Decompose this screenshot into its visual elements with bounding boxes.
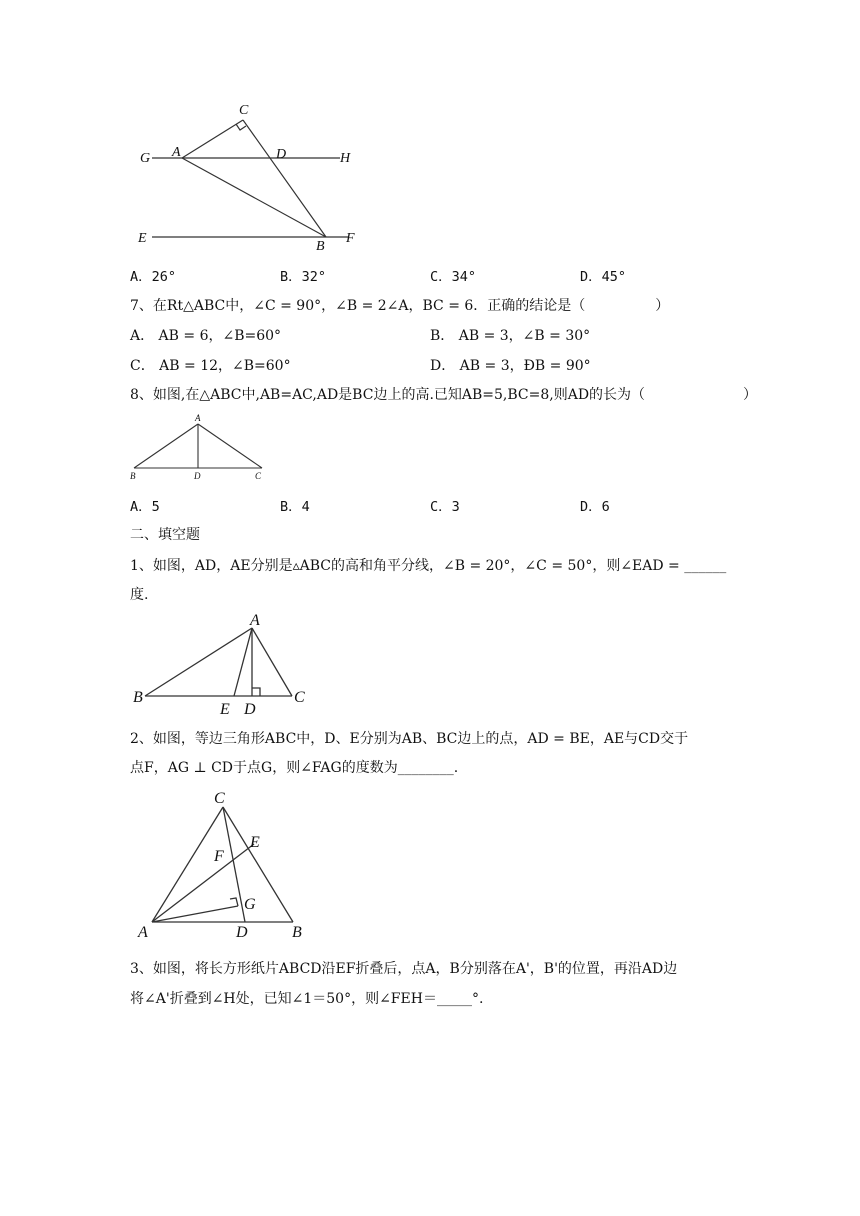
f2-label-A: A (138, 924, 148, 941)
q6-label-B: B (316, 239, 325, 254)
q8-label-C: C (255, 471, 262, 481)
f1-line2: 度. (130, 587, 149, 603)
f1-figure (130, 610, 330, 720)
q8-label-A: A (195, 413, 201, 423)
q6-option-c: C．34° (430, 269, 477, 285)
q7-option-d: D． AB = 3，ÐB = 90° (430, 358, 591, 374)
q7-stem: 7、在Rt△ABC中，∠C = 90°，∠B = 2∠A，BC = 6．正确的结论是（ ） (130, 298, 670, 314)
f1-line1: 1、如图，AD，AE分别是▵ABC的高和角平分线，∠B = 20°，∠C = 50°，则∠EAD = ______ (130, 558, 727, 574)
q7-option-a: A． AB = 6，∠B=60° (130, 328, 282, 344)
section-title: 二、填空题 (130, 527, 200, 543)
f2-line1: 2、如图，等边三角形ABC中，D、E分别为AB、BC边上的点，AD = BE，AE与CD交于 (130, 731, 689, 747)
f2-line2: 点F，AG ⊥ CD于点G，则∠FAG的度数为________. (130, 760, 459, 776)
q8-option-b: B．4 (280, 499, 310, 515)
q6-label-A: A (172, 145, 181, 160)
q6-label-F: F (346, 231, 355, 246)
f2-label-F: F (214, 848, 224, 865)
q8-label-D: D (194, 471, 201, 481)
f2-label-C: C (214, 790, 225, 807)
f1-label-D: D (244, 701, 256, 718)
q6-label-E: E (138, 231, 147, 246)
q6-figure (130, 98, 370, 258)
f2-label-B: B (292, 924, 302, 941)
q6-option-a: A．26° (130, 269, 177, 285)
f2-label-D: D (236, 924, 248, 941)
q7-option-b: B． AB = 3，∠B = 30° (430, 328, 591, 344)
q8-option-d: D．6 (580, 499, 610, 515)
q8-stem: 8、如图,在△ABC中,AB=AC,AD是BC边上的高.已知AB=5,BC=8,则AD的长为（ ） (130, 387, 758, 403)
q6-label-C: C (239, 103, 249, 118)
q7-option-c: C． AB = 12，∠B=60° (130, 358, 291, 374)
q6-label-H: H (340, 151, 351, 166)
q8-option-a: A．5 (130, 499, 160, 515)
q8-label-B: B (130, 471, 136, 481)
f2-label-E: E (250, 834, 260, 851)
f3-line2: 将∠A'折叠到∠H处，已知∠1＝50°，则∠FEH＝_____°. (130, 991, 484, 1007)
f1-label-B: B (133, 689, 143, 706)
f2-figure (130, 785, 320, 945)
f2-label-G: G (244, 896, 256, 913)
f1-label-C: C (294, 689, 305, 706)
f1-label-E: E (220, 701, 230, 718)
q6-option-d: D．45° (580, 269, 627, 285)
q6-label-D: D (276, 147, 287, 162)
q6-option-b: B．32° (280, 269, 327, 285)
q8-figure (128, 412, 273, 482)
q6-label-G: G (140, 151, 151, 166)
f1-label-A: A (250, 612, 260, 629)
q8-option-c: C．3 (430, 499, 460, 515)
f3-line1: 3、如图，将长方形纸片ABCD沿EF折叠后，点A，B分别落在A'，B'的位置，再沿AD边 (130, 961, 678, 977)
